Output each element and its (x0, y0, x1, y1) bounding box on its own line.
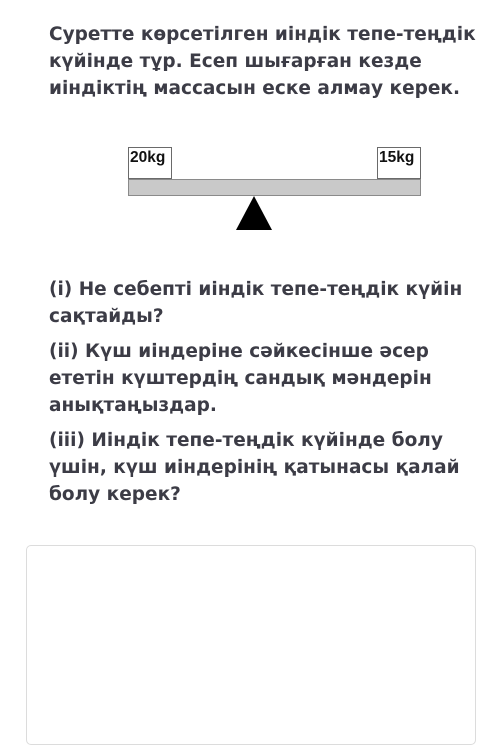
left-weight: 20kg (128, 147, 172, 179)
lever-beam (128, 179, 421, 196)
question-1: (i) Не себепті иіндік тепе-теңдік күйін сақтайды? (49, 279, 463, 327)
problem-intro: Суретте көрсетілген иіндік тепе-теңдік күйінде тұр. Есеп шығарған кезде иіндіктің массасын еске алмау керек. (49, 24, 476, 99)
lever-diagram (0, 0, 500, 240)
answer-input-box[interactable] (26, 545, 476, 745)
question-3: (iii) Иіндік тепе-теңдік күйінде болу үшін, күш иіндерінің қатынасы қалай болу керек? (49, 430, 460, 505)
question-2: (ii) Күш иіндеріне сәйкесінше әсер ететін күштердің сандық мәндерін анықтаңыздар. (49, 341, 432, 416)
right-weight: 15kg (377, 147, 421, 179)
question-list (49, 276, 479, 516)
fulcrum-triangle-icon (236, 196, 272, 230)
